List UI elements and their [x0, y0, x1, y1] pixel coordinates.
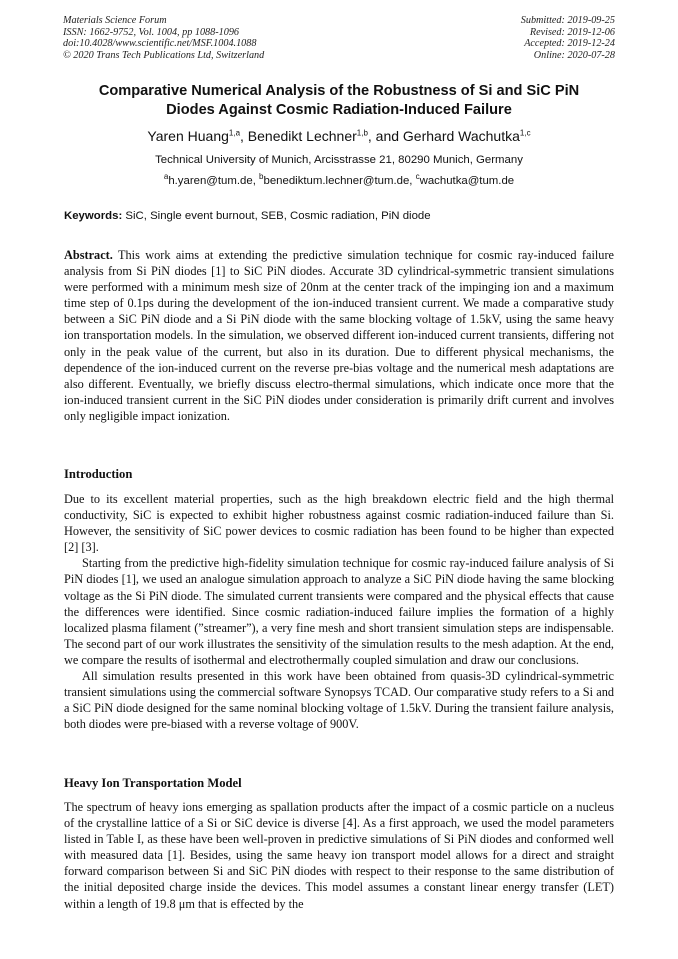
author-name: Yaren Huang: [147, 128, 229, 144]
abstract-paragraph: [64, 247, 614, 424]
keywords-text: SiC, Single event burnout, SEB, Cosmic radiation, PiN diode: [122, 210, 431, 222]
author-affiliation-mark: 1,c: [519, 128, 531, 138]
doi-line[interactable]: doi:10.4028/www.scientific.net/MSF.1004.1088: [63, 38, 257, 49]
journal-name: Materials Science Forum: [63, 15, 167, 26]
publication-dates: [521, 15, 615, 61]
submitted-date: Submitted: 2019-09-25: [520, 15, 615, 26]
keywords-label: Keywords:: [64, 210, 123, 222]
copyright-line: © 2020 Trans Tech Publications Ltd, Switzerland: [63, 49, 265, 61]
title-line-2: Diodes Against Cosmic Radiation-Induced Failure: [166, 102, 512, 118]
abstract-label: Abstract.: [64, 248, 113, 262]
author-list: [40, 128, 638, 144]
abstract-text: This work aims at extending the predictive simulation technique for cosmic ray-induced failure analysis from Si PiN diodes [1] to SiC PiN diodes. Accurate 3D cylindrical-symmetric transient simulations were performed with a minimum mesh size of 20nm at the center track of the impinging ion and a maximum time step of 0.1ps during the development of the ion-induced transient current. We made a comparative study between a SiC PiN diode and a Si PiN diode with the same blocking voltage of 1.5kV, using the same heavy ion transportation models. In the simulation, we observed different ion-induced current transients, differing not only in the peak value of the current, but also in its duration. Due to different physical mechanisms, the dependence of the ion-induced current on the reverse pre-bias voltage and the numerical mesh adaptations are also different. Eventually, we briefly discuss electro-thermal simulations, which indicate once more that the ion-induced transient current in the SiC PiN diodes under consideration is primarily drift current and involves only negligible impact ionization.: [64, 248, 614, 423]
introduction-section: [64, 491, 614, 732]
paragraph: The spectrum of heavy ions emerging as spallation products after the impact of a cosmic particle on a nucleus of the crystalline lattice of a Si or SiC device is diverse [4]. As a first approach, we used the model parameters listed in Table I, as these have been well-proven in predictive simulations of Si PiN diodes and conformed well with measured data [1]. Besides, using the same heavy ion transport model allows for a direct and straight forward comparison between Si and SiC PiN diodes with respect to their response to the same distribution of the initial deposited charge inside the devices. This model assumes a constant linear energy transfer (LET) within a length of 19.8 μm that is effected by the: [64, 800, 614, 911]
introduction-heading: Introduction: [64, 467, 133, 481]
title-line-1: Comparative Numerical Analysis of the Robustness of Si and SiC PiN: [98, 83, 580, 99]
email-address[interactable]: wachutka@tum.de: [419, 175, 515, 187]
author-name: Gerhard Wachutka: [402, 128, 520, 144]
email-address[interactable]: benediktum.lechner@tum.de,: [263, 175, 416, 187]
online-date: Online: 2020-07-28: [533, 49, 615, 61]
paper-title: [40, 82, 638, 120]
affiliation: Technical University of Munich, Arcisstrasse 21, 80290 Munich, Germany: [155, 154, 523, 166]
journal-info: [63, 15, 264, 61]
heavy-ion-heading: Heavy Ion Transportation Model: [64, 776, 242, 790]
accepted-date: Accepted: 2019-12-24: [524, 38, 615, 49]
author-affiliation-mark: 1,b: [356, 128, 368, 138]
email-mark: b: [259, 172, 264, 182]
author-separator: ,: [240, 128, 248, 144]
abstract: [64, 247, 614, 424]
author-name: Benedikt Lechner: [247, 128, 357, 144]
heavy-ion-section: [64, 799, 614, 912]
author-emails: [40, 172, 638, 187]
revised-date: Revised: 2019-12-06: [529, 26, 615, 38]
email-mark: c: [415, 172, 420, 182]
author-separator: , and: [367, 128, 403, 144]
keywords: [64, 210, 616, 222]
paragraph: All simulation results presented in this work have been obtained from quasis-3D cylindrical-symmetric transient simulations using the commercial software Synopsys TCAD. Our comparative study refers to a Si and a SiC PiN diode designed for the same nominal blocking voltage of 1.5kV. During the transient failure analysis, both diodes were pre-biased with a reverse voltage of 900V.: [64, 669, 614, 732]
author-affiliation-mark: 1,a: [228, 128, 241, 138]
email-mark: a: [163, 172, 169, 182]
issn-line: ISSN: 1662-9752, Vol. 1004, pp 1088-1096: [63, 26, 240, 38]
email-address[interactable]: h.yaren@tum.de,: [168, 175, 260, 187]
paragraph: Due to its excellent material properties, such as the high breakdown electric field and the high thermal conductivity, SiC is expected to exhibit higher robustness against cosmic radiation-induced failure than Si. However, the sensitivity of SiC power devices to cosmic radiation has been found to be higher than expected [2] [3].: [64, 492, 614, 555]
paragraph: Starting from the predictive high-fidelity simulation technique for cosmic ray-induced failure analysis of Si PiN diodes [1], we used an analogue simulation approach to analyze a SiC PiN diode having the same blocking voltage as the Si PiN diode. The simulated current transients were compared and the physical effects that cause the differences were identified. Since cosmic radiation-induced failure implies the formation of a highly localized plasma filament (”streamer”), a very fine mesh and short transient simulation steps are indispensable. The second part of our work illustrates the sensitivity of the simulation results to the mesh adaption. At the end, we compare the results of isothermal and electrothermally coupled simulation and draw our conclusions.: [64, 556, 614, 667]
